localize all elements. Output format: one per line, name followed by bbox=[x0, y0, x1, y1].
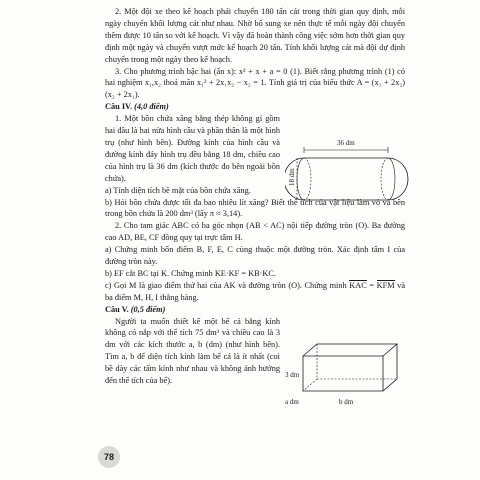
question-4-2c-tail: và ba điểm M, H, I thẳng hàng. bbox=[105, 280, 406, 302]
fuel-tank-figure bbox=[285, 136, 410, 208]
tank-front-face bbox=[303, 356, 383, 391]
height-label: 3 dm bbox=[285, 371, 300, 379]
width-label: a dm bbox=[285, 398, 299, 406]
length-b-label: b dm bbox=[339, 398, 354, 406]
arc-kfm: KFM bbox=[376, 280, 395, 290]
question-4-1: 1. Một bồn chứa xăng bằng thép không gỉ gồm hai đầu là hai nửa hình cầu và phần thân là một hình trụ (như hình bên). Đường kính của hình cầu và đường kính đáy hình trụ đều bằng 18 dm, chiều cao của hình trụ là 36 dm (kích thước đo bên ngoài bồn chứa). bbox=[105, 114, 280, 183]
question-2: 2. Một đội xe theo kế hoạch phải chuyển 180 tấn cát trong thời gian quy định, mỗi ngày chuyển khối lượng cát như nhau. Nhờ bổ sung xe nên thực tế mỗi ngày đội chuyển thêm được 10 tấn so với kế hoạch. Vì vậy đã hoàn thành công việc sớm hơn thời gian quy định một ngày và chuyển vượt mức kế hoạch 20 tấn. Tính khối lượng cát mà đội dự định chuyển trong một ngày theo kế hoạch. bbox=[105, 7, 405, 64]
question-4-2c-text: c) Gọi M là giao điểm thứ hai của AK và đường tròn (O). Chứng minh bbox=[105, 280, 347, 290]
question-4-1a: a) Tính diện tích bề mặt của bồn chứa xăng. bbox=[105, 185, 251, 195]
question-4-2b: b) EF cắt BC tại K. Chứng minh KE·KF = KB·KC. bbox=[105, 268, 276, 278]
page-number: 78 bbox=[98, 446, 120, 468]
section-5-heading bbox=[105, 304, 405, 316]
question-4-2a: a) Chứng minh bốn điểm B, F, E, C cùng thuộc một đường tròn. Xác định tâm I của đường tròn này. bbox=[105, 245, 405, 267]
length-label: 36 dm bbox=[337, 139, 355, 147]
question-4-2: 2. Cho tam giác ABC có ba góc nhọn (AB < AC) nội tiếp đường tròn (O). Ba đường cao AD, BE, CF đồng quy tại trực tâm H. bbox=[105, 221, 405, 243]
question-4-2c bbox=[105, 280, 405, 304]
section-4-heading bbox=[105, 101, 405, 113]
question-4-1b: b) Hỏi bồn chứa được tối đa bao nhiêu lít xăng? Biết thể tích của vật liệu làm vỏ và bên trong bồn chứa là 200 dm³ (lấy π ≈ 3,14). bbox=[105, 197, 405, 219]
section-4-points: (4,0 điểm) bbox=[134, 102, 169, 112]
question-3: 3. Cho phương trình bậc hai (ẩn x): x² + x + a = 0 (1). Biết rằng phương trình (1) có hai nghiệm x₁,x₂ thoả mãn x₁² + 2x₁x₂ − x₂ = 1. Tính giá trị của biểu thức A = (x₁ + 2x₂)(x₂ + 2x₁). bbox=[105, 66, 405, 100]
section-5-title: Câu V. bbox=[105, 304, 129, 314]
tank-outline bbox=[285, 158, 408, 200]
question-5: Người ta muốn thiết kế một bể cá bằng kính không có nắp với thể tích 75 dm³ và chiều cao là 3 dm với các kích thước a, b (dm) (như hình bên). Tìm a, b để diện tích kính làm bể cá là ít nhất (coi bề dày các tấm kính như nhau và không ảnh hưởng đến thể tích của bể). bbox=[105, 316, 280, 386]
arc-kac: KAC bbox=[349, 280, 367, 290]
section-5-points: (0,5 điểm) bbox=[130, 304, 166, 314]
equals-sign: = bbox=[366, 280, 377, 290]
section-4-title: Câu IV. bbox=[105, 102, 133, 112]
fish-tank-figure bbox=[283, 338, 405, 410]
diameter-label: 18 dm bbox=[288, 168, 296, 186]
